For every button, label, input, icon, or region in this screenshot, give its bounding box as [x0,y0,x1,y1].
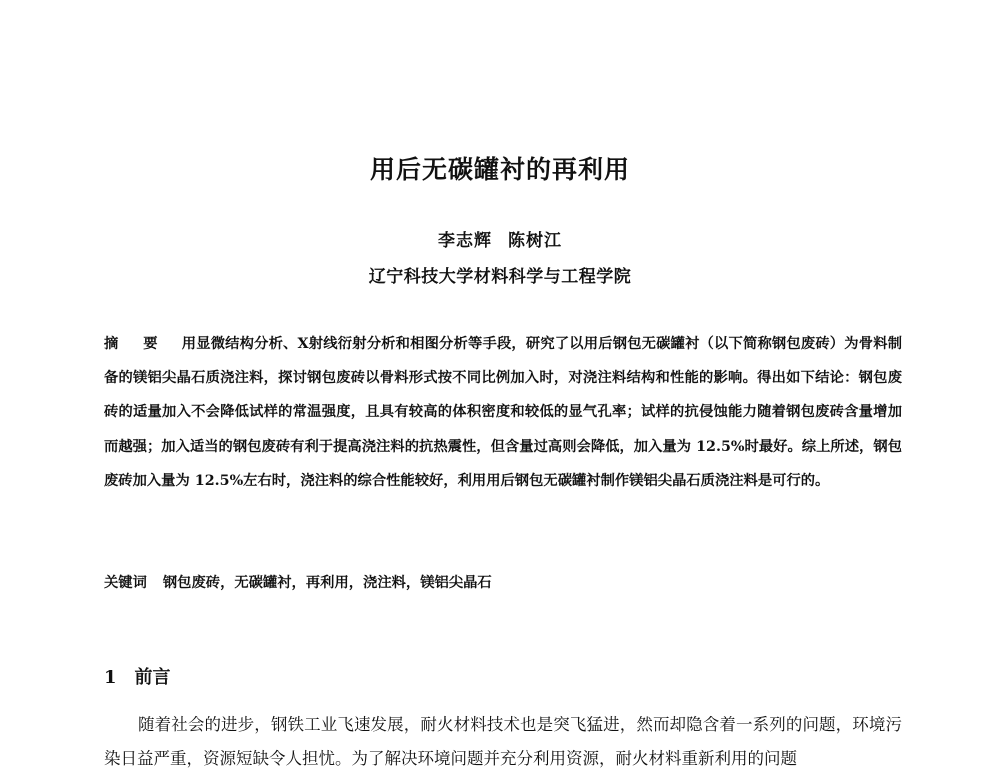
paper-title: 用后无碳罐衬的再利用 [369,155,630,184]
section-title: 前言 [134,667,171,688]
abstract-text: 用显微结构分析、X射线衍射分析和相图分析等手段，研究了以用后钢包无碳罐衬（以下简称钢包废砖）为骨料制备的镁铝尖晶石质浇注料，探讨钢包废砖以骨料形式按不同比例加入时，对浇注料结构和性能的影响。得出如下结论：钢包废砖的适量加入不会降低试样的常温强度，且具有较高的体积密度和较低的显气孔率；试样的抗侵蚀能力随着钢包废砖含量增加而越强；加入适当的钢包废砖有利于提高浇注料的抗热震性，但含量过高则会降低，加入量为 12.5%时最好。综上所述，钢包废砖加入量为 12.5%左右时，浇注料的综合性能较好，利用用后钢包无碳罐衬制作镁铝尖晶石质浇注料是可行的。 [104,336,902,489]
keywords [104,568,902,598]
author-affiliation: 辽宁科技大学材料科学与工程学院 [368,267,632,287]
author-name: 陈树江 [508,231,562,251]
author-list [0,226,1000,251]
keywords-text: 钢包废砖，无碳罐衬，再利用，浇注料，镁铝尖晶石 [162,575,492,591]
abstract [104,327,902,498]
keywords-label: 关键词 [104,575,147,591]
section-heading [104,663,171,689]
section-number: 1 [104,667,117,688]
body-paragraph: 随着社会的进步，钢铁工业飞速发展，耐火材料技术也是突飞猛进，然而却隐含着一系列的问题，环境污染日益严重，资源短缺令人担忧。为了解决环境问题并充分利用资源，耐火材料重新利用的问题 [104,715,902,768]
abstract-label: 摘 要 [104,336,168,352]
author-name: 李志辉 [438,231,492,251]
